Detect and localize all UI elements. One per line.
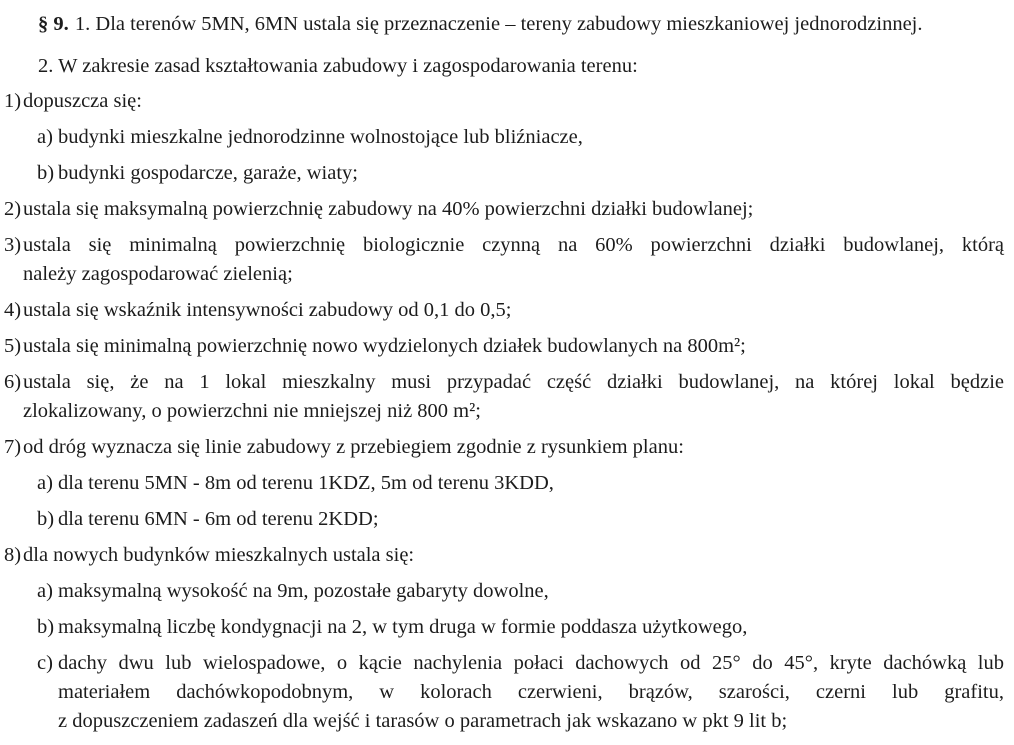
item-content bbox=[4, 159, 1004, 188]
item-marker: b) bbox=[37, 616, 55, 638]
item-marker: 1) bbox=[4, 90, 22, 112]
text-line: z dopuszczeniem zadaszeń dla wejść i tarasów o parametrach jak wskazano w pkt 9 lit b; bbox=[58, 710, 788, 732]
text-line: budynki mieszkalne jednorodzinne wolnostojące lub bliźniacze, bbox=[58, 126, 583, 148]
text-line: ustala się, że na 1 lokal mieszkalny musi przypadać część działki budowlanej, na której lokal będzie bbox=[23, 371, 1004, 393]
item-marker: 3) bbox=[4, 234, 22, 256]
item-content bbox=[4, 541, 1004, 570]
text-line: maksymalną wysokość na 9m, pozostałe gabaryty dowolne, bbox=[58, 580, 549, 602]
sub-list-item bbox=[4, 613, 1004, 642]
section-number: § 9. bbox=[38, 13, 69, 35]
sub-list-item bbox=[4, 505, 1004, 534]
item-content bbox=[4, 52, 1004, 81]
item-content bbox=[4, 87, 1004, 116]
paragraph bbox=[4, 52, 1004, 81]
list-item bbox=[4, 541, 1004, 570]
item-content bbox=[4, 10, 1004, 39]
item-content bbox=[4, 469, 1004, 498]
item-marker: 5) bbox=[4, 335, 22, 357]
item-marker: a) bbox=[37, 126, 53, 148]
item-marker: c) bbox=[37, 652, 53, 674]
item-content bbox=[4, 368, 1004, 426]
paragraph-text: 1. Dla terenów 5MN, 6MN ustala się przeznaczenie – tereny zabudowy mieszkaniowej jednorodzinnej. bbox=[74, 13, 923, 35]
item-content bbox=[4, 505, 1004, 534]
text-line: ustala się maksymalną powierzchnię zabudowy na 40% powierzchni działki budowlanej; bbox=[23, 198, 754, 220]
item-content bbox=[4, 296, 1004, 325]
item-content bbox=[4, 195, 1004, 224]
text-line: maksymalną liczbę kondygnacji na 2, w tym druga w formie poddasza użytkowego, bbox=[58, 616, 748, 638]
list-item bbox=[4, 296, 1004, 325]
item-marker: 4) bbox=[4, 299, 22, 321]
text-line: dla nowych budynków mieszkalnych ustala się: bbox=[23, 544, 415, 566]
list-item bbox=[4, 368, 1004, 426]
text-line: dla terenu 6MN - 6m od terenu 2KDD; bbox=[58, 508, 379, 530]
item-marker: b) bbox=[37, 508, 55, 530]
sub-list-item bbox=[4, 469, 1004, 498]
text-line: 2. W zakresie zasad kształtowania zabudowy i zagospodarowania terenu: bbox=[38, 55, 638, 77]
sub-list-item bbox=[4, 123, 1004, 152]
item-content bbox=[4, 123, 1004, 152]
list-item bbox=[4, 332, 1004, 361]
text-line: ustala się wskaźnik intensywności zabudowy od 0,1 do 0,5; bbox=[23, 299, 512, 321]
list-item bbox=[4, 195, 1004, 224]
item-content bbox=[4, 649, 1004, 736]
item-marker: 7) bbox=[4, 436, 22, 458]
text-line: budynki gospodarcze, garaże, wiaty; bbox=[58, 162, 358, 184]
sub-list-item bbox=[4, 577, 1004, 606]
text-line: dopuszcza się: bbox=[23, 90, 142, 112]
text-line: dachy dwu lub wielospadowe, o kącie nachylenia połaci dachowych od 25° do 45°, kryte dachówką lub bbox=[58, 652, 1004, 674]
item-content bbox=[4, 332, 1004, 361]
item-marker: a) bbox=[37, 472, 53, 494]
item-marker: 2) bbox=[4, 198, 22, 220]
text-line: ustala się minimalną powierzchnię biologicznie czynną na 60% powierzchni działki budowlanej, którą bbox=[23, 234, 1004, 256]
item-marker: a) bbox=[37, 580, 53, 602]
list-item bbox=[4, 87, 1004, 116]
item-marker: b) bbox=[37, 162, 55, 184]
text-line: należy zagospodarować zielenią; bbox=[23, 263, 293, 285]
item-content bbox=[4, 577, 1004, 606]
item-marker: 8) bbox=[4, 544, 22, 566]
text-line: dla terenu 5MN - 8m od terenu 1KDZ, 5m od terenu 3KDD, bbox=[58, 472, 554, 494]
item-content bbox=[4, 433, 1004, 462]
text-line: zlokalizowany, o powierzchni nie mniejszej niż 800 m²; bbox=[23, 400, 481, 422]
text-line: ustala się minimalną powierzchnię nowo wydzielonych działek budowlanych na 800m²; bbox=[23, 335, 746, 357]
list-item bbox=[4, 231, 1004, 289]
sub-list-item bbox=[4, 649, 1004, 736]
text-line bbox=[4, 10, 1004, 39]
text-line: materiałem dachówkopodobnym, w kolorach czerwieni, brązów, szarości, czerni lub grafitu, bbox=[58, 681, 1004, 703]
sub-list-item bbox=[4, 159, 1004, 188]
text-line: od dróg wyznacza się linie zabudowy z przebiegiem zgodnie z rysunkiem planu: bbox=[23, 436, 684, 458]
item-content bbox=[4, 613, 1004, 642]
item-marker: 6) bbox=[4, 371, 22, 393]
paragraph bbox=[4, 10, 1004, 39]
item-content bbox=[4, 231, 1004, 289]
list-item bbox=[4, 433, 1004, 462]
